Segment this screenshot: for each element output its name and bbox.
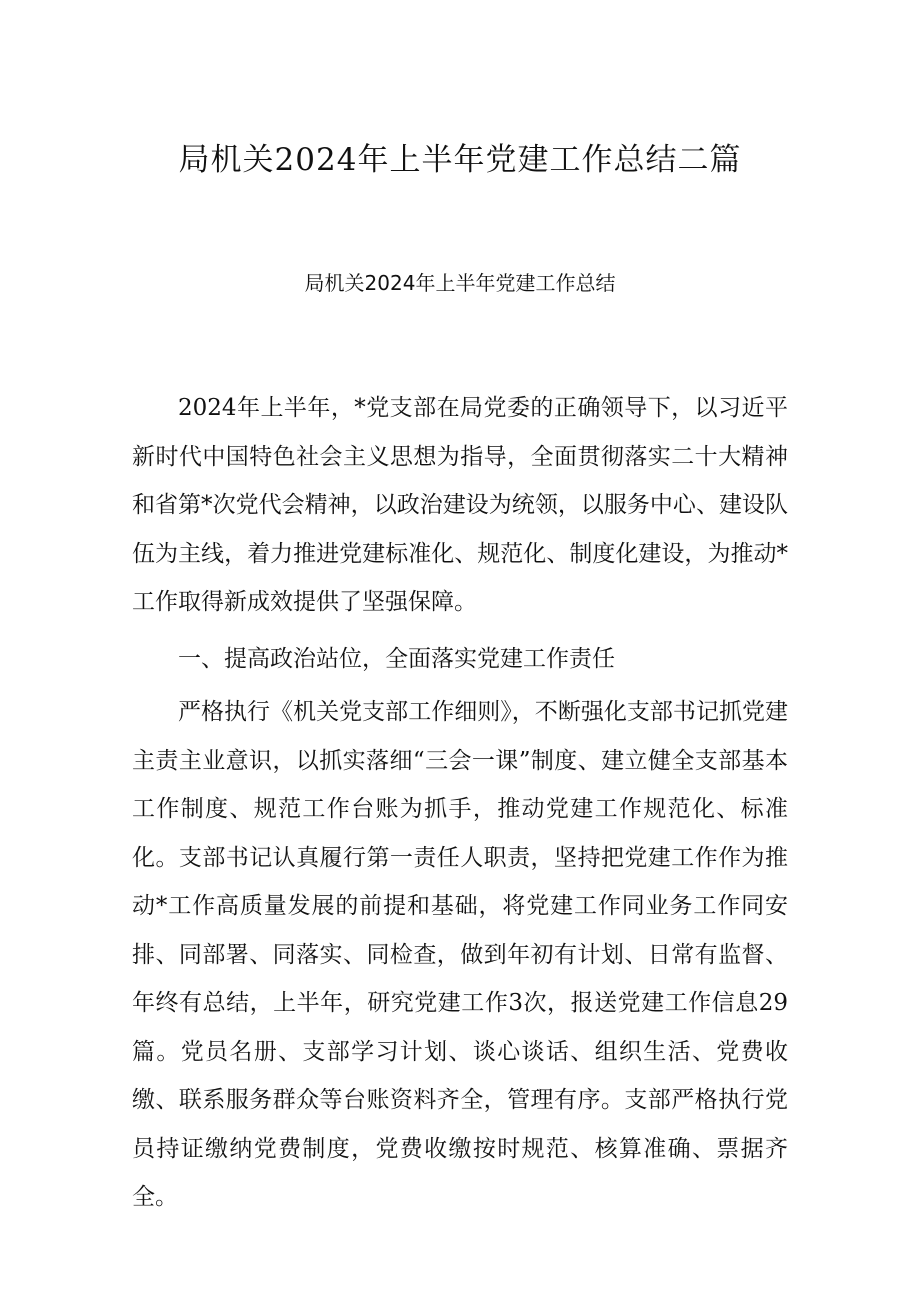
section-1-paragraph: 严格执行《机关党支部工作细则》，不断强化支部书记抓党建主责主业意识，以抓实落细“三会一课”制度、建立健全支部基本工作制度、规范工作台账为抓手，推动党建工作规范化、标准化。支部书记认真履行第一责任人职责，坚持把党建工作作为推动*工作高质量发展的前提和基础，将党建工作同业务工作同安排、同部署、同落实、同检查，做到年初有计划、日常有监督、年终有总结，上半年，研究党建工作3次，报送党建工作信息29篇。党员名册、支部学习计划、谈心谈话、组织生活、党费收缴、联系服务群众等台账资料齐全，管理有序。支部严格执行党员持证缴纳党费制度，党费收缴按时规范、核算准确、票据齐全。 [132,699,788,1210]
section-heading-1: 一、提高政治站位，全面落实党建工作责任 [178,646,615,672]
document-title: 局机关2024年上半年党建工作总结二篇 [178,142,742,178]
intro-paragraph: 2024年上半年，*党支部在局党委的正确领导下，以习近平新时代中国特色社会主义思想为指导，全面贯彻落实二十大精神和省第*次党代会精神，以政治建设为统领，以服务中心、建设队伍为主线，着力推进党建标准化、规范化、制度化建设，为推动*工作取得新成效提供了坚强保障。 [132,395,788,615]
document-subtitle: 局机关2024年上半年党建工作总结 [304,271,616,295]
